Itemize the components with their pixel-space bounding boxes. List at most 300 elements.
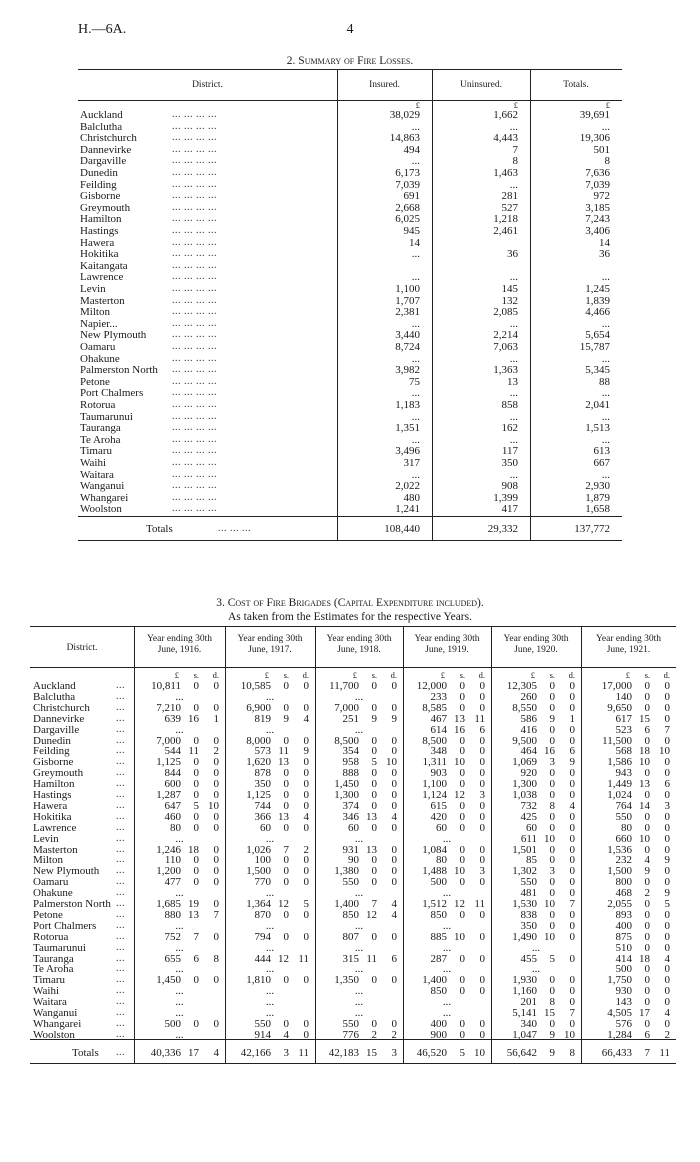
cost-shillings: 0 xyxy=(371,821,377,834)
insured-value: ... xyxy=(411,433,420,446)
value-missing: ... xyxy=(265,996,275,1009)
col-header-year-date: June, 1916. xyxy=(157,645,202,655)
leader-dots: ... ... ... ... xyxy=(172,190,217,202)
total-value: 5,654 xyxy=(585,329,610,342)
cost-pence: 4 xyxy=(391,898,397,910)
district-name: Auckland xyxy=(33,680,76,692)
cost-pounds: 1,125 xyxy=(246,789,271,801)
cost-shillings: 6 xyxy=(193,952,199,965)
cost-pounds: 920 xyxy=(520,767,537,780)
cost-pence: 0 xyxy=(479,843,485,856)
cost-shillings: 0 xyxy=(371,701,377,714)
leader-dots: ... ... ... ... xyxy=(172,306,217,318)
cost-shillings: 0 xyxy=(283,767,289,780)
cost-shillings: 0 xyxy=(371,799,377,812)
cost-pence: 2 xyxy=(391,1028,397,1041)
cost-pounds: 1,400 xyxy=(334,898,359,910)
page-header xyxy=(0,22,700,42)
district-name: Feilding xyxy=(80,178,117,191)
value-missing: ... xyxy=(442,963,452,976)
totals-shillings: 7 xyxy=(644,1046,650,1059)
cost-shillings: 11 xyxy=(188,745,199,758)
cost-shillings: 18 xyxy=(188,843,199,856)
cost-pence: 11 xyxy=(474,898,485,910)
cost-pounds: 1,047 xyxy=(512,1028,537,1041)
cost-pounds: 639 xyxy=(164,712,181,725)
district-name: Te Aroha xyxy=(80,433,121,446)
cost-pounds: 647 xyxy=(164,799,181,812)
leader-dots: ... ... ... ... xyxy=(172,143,217,155)
cost-pence: 0 xyxy=(569,865,575,878)
uninsured-value: ... xyxy=(509,387,518,400)
cost-shillings: 0 xyxy=(459,701,465,714)
cost-pounds: 4,505 xyxy=(607,1007,632,1019)
cost-pounds: 1,350 xyxy=(334,974,359,987)
cost-pounds: 201 xyxy=(520,996,537,1009)
value-missing: ... xyxy=(531,941,541,954)
cost-pence: 0 xyxy=(664,832,670,845)
cost-pence: 0 xyxy=(479,745,485,758)
district-name: Lawrence xyxy=(80,271,124,284)
leader-dots: ... ... ... ... xyxy=(172,294,217,306)
total-value: 8 xyxy=(604,155,610,168)
rule xyxy=(78,516,622,517)
district-name: Waitara xyxy=(33,996,67,1009)
uninsured-value: 162 xyxy=(501,422,518,435)
unit-pound: £ xyxy=(625,670,630,680)
cost-shillings: 0 xyxy=(644,843,650,856)
cost-shillings: 7 xyxy=(193,930,199,943)
cost-pence: 0 xyxy=(569,789,575,801)
cost-pounds: 1,620 xyxy=(246,756,271,769)
cost-pounds: 1,530 xyxy=(512,898,537,910)
cost-shillings: 0 xyxy=(644,810,650,823)
cost-pence: 0 xyxy=(479,778,485,791)
leader-dots: ... xyxy=(116,821,125,833)
cost-shillings: 7 xyxy=(371,898,377,910)
leader-dots: ... xyxy=(116,919,125,931)
cost-shillings: 3 xyxy=(549,865,555,878)
insured-value: 945 xyxy=(403,225,420,237)
district-name: Dannevirke xyxy=(80,143,132,156)
cost-pence: 0 xyxy=(569,974,575,987)
cost-shillings: 2 xyxy=(644,887,650,900)
col-header-year: Year ending 30th xyxy=(503,634,569,644)
cost-pounds: 1,449 xyxy=(607,778,632,791)
value-missing: ... xyxy=(442,832,452,845)
leader-dots: ... xyxy=(116,767,125,779)
cost-shillings: 8 xyxy=(549,799,555,812)
cost-pence: 0 xyxy=(479,1017,485,1030)
district-name: Dannevirke xyxy=(33,712,85,725)
insured-value: 6,173 xyxy=(395,167,420,179)
cost-shillings: 7 xyxy=(283,843,289,856)
cost-pence: 0 xyxy=(479,756,485,769)
leader-dots: ... xyxy=(116,712,125,724)
cost-pence: 2 xyxy=(213,745,219,758)
cost-shillings: 0 xyxy=(283,701,289,714)
cost-pounds: 17,000 xyxy=(601,680,632,692)
insured-value: 8,724 xyxy=(395,341,420,353)
cost-shillings: 6 xyxy=(644,1028,650,1041)
leader-dots: ... ... ... ... xyxy=(172,399,217,410)
cost-pounds: 60 xyxy=(260,821,271,834)
cost-pence: 9 xyxy=(303,745,309,758)
unit-pence: d. xyxy=(478,670,485,680)
district-name: Auckland xyxy=(80,109,123,121)
value-missing: ... xyxy=(175,690,184,703)
cost-pounds: 893 xyxy=(615,908,632,921)
cost-pence: 0 xyxy=(303,865,309,878)
cost-shillings: 10 xyxy=(639,832,650,845)
cost-pence: 11 xyxy=(298,952,309,965)
rule xyxy=(78,540,622,541)
cost-shillings: 3 xyxy=(549,756,555,769)
cost-shillings: 0 xyxy=(459,690,465,703)
leader-dots: ... xyxy=(116,1017,125,1029)
cost-pounds: 819 xyxy=(254,712,271,725)
cost-shillings: 0 xyxy=(644,789,650,801)
cost-shillings: 0 xyxy=(459,799,465,812)
district-name: Milton xyxy=(33,854,63,867)
value-missing: ... xyxy=(175,941,184,954)
leader-dots: ... ... ... ... xyxy=(172,422,217,434)
cost-pounds: 233 xyxy=(430,690,447,703)
district-name: Napier... xyxy=(80,317,118,330)
cost-pounds: 420 xyxy=(430,810,447,823)
cost-pence: 0 xyxy=(479,930,485,943)
cost-pence: 0 xyxy=(479,810,485,823)
cost-pounds: 1,287 xyxy=(156,789,181,801)
totals-shillings: 3 xyxy=(283,1046,289,1059)
unit-pound: £ xyxy=(513,100,518,110)
totals-insured: 108,440 xyxy=(384,523,420,535)
cost-shillings: 0 xyxy=(193,701,199,714)
cost-shillings: 0 xyxy=(549,789,555,801)
district-name: Oamaru xyxy=(33,876,69,889)
district-name: Milton xyxy=(80,306,110,319)
cost-pounds: 1,685 xyxy=(156,898,181,910)
cost-shillings: 9 xyxy=(549,712,555,725)
cost-pence: 0 xyxy=(569,680,575,692)
cost-shillings: 0 xyxy=(644,680,650,692)
cost-pence: 6 xyxy=(479,723,485,736)
leader-dots: ... ... ... ... xyxy=(172,167,217,178)
cost-pounds: 464 xyxy=(520,745,537,758)
uninsured-value: 858 xyxy=(501,399,518,411)
cost-pounds: 544 xyxy=(164,745,181,758)
cost-pence: 0 xyxy=(664,810,670,823)
cost-shillings: 13 xyxy=(454,712,465,725)
total-value: 613 xyxy=(593,445,610,458)
totals-pounds: 66,433 xyxy=(601,1046,632,1059)
rule xyxy=(30,1063,676,1064)
insured-value: ... xyxy=(411,120,420,133)
cost-shillings: 0 xyxy=(371,1017,377,1030)
cost-pence: 10 xyxy=(386,756,397,769)
insured-value: ... xyxy=(411,155,420,168)
value-missing: ... xyxy=(265,832,275,845)
leader-dots: ... ... ... ... xyxy=(172,271,217,283)
cost-pence: 0 xyxy=(664,690,670,703)
leader-dots: ... ... ... ... xyxy=(172,457,217,468)
cost-pounds: 885 xyxy=(430,930,447,943)
cost-shillings: 16 xyxy=(454,723,465,736)
value-missing: ... xyxy=(175,963,184,976)
cost-shillings: 0 xyxy=(549,778,555,791)
district-name: Ohakune xyxy=(33,887,73,900)
cost-pence: 0 xyxy=(391,1017,397,1030)
cost-pence: 0 xyxy=(664,734,670,747)
totals-pounds: 42,183 xyxy=(328,1046,359,1059)
value-missing: ... xyxy=(265,1007,275,1019)
cost-pence: 0 xyxy=(303,680,309,692)
value-missing: ... xyxy=(265,941,275,954)
cost-shillings: 0 xyxy=(549,854,555,867)
cost-shillings: 0 xyxy=(283,821,289,834)
cost-pence: 0 xyxy=(303,1028,309,1041)
cost-shillings: 0 xyxy=(283,789,289,801)
insured-value: 14,863 xyxy=(389,132,420,145)
cost-pounds: 875 xyxy=(615,930,632,943)
uninsured-value: 1,363 xyxy=(493,364,518,377)
cost-pence: 4 xyxy=(303,810,309,823)
cost-shillings: 16 xyxy=(544,745,555,758)
value-missing: ... xyxy=(175,887,184,900)
cost-shillings: 0 xyxy=(644,821,650,834)
cost-pounds: 914 xyxy=(254,1028,271,1041)
cost-shillings: 0 xyxy=(459,952,465,965)
district-name: Gisborne xyxy=(33,756,74,769)
cost-pounds: 414 xyxy=(615,952,632,965)
cost-pence: 3 xyxy=(664,799,670,812)
cost-shillings: 0 xyxy=(371,974,377,987)
total-value: 36 xyxy=(599,248,610,261)
district-name: Masterton xyxy=(33,843,78,856)
cost-shillings: 9 xyxy=(371,712,377,725)
totals-shillings: 15 xyxy=(366,1046,377,1059)
uninsured-value: ... xyxy=(509,433,518,446)
district-name: Petone xyxy=(80,375,110,388)
district-name: Petone xyxy=(33,908,63,921)
cost-shillings: 0 xyxy=(283,974,289,987)
leader-dots: ... ... ... ... xyxy=(172,201,217,213)
unit-pence: d. xyxy=(212,670,219,680)
cost-pounds: 12,305 xyxy=(506,680,537,692)
col-header-year: Year ending 30th xyxy=(595,634,661,644)
cost-pounds: 1,024 xyxy=(607,789,632,801)
value-missing: ... xyxy=(265,919,275,932)
cost-shillings: 4 xyxy=(644,854,650,867)
district-name: Feilding xyxy=(33,745,70,758)
table2-subtitle: As taken from the Estimates for the respective Years. xyxy=(228,611,472,623)
cost-pounds: 90 xyxy=(348,854,359,867)
cost-shillings: 0 xyxy=(459,1017,465,1030)
unit-pence: d. xyxy=(568,670,575,680)
cost-shillings: 13 xyxy=(188,908,199,921)
cost-pence: 7 xyxy=(213,908,219,921)
uninsured-value: 7,063 xyxy=(493,341,518,353)
cost-pence: 6 xyxy=(391,952,397,965)
cost-shillings: 0 xyxy=(193,789,199,801)
cost-shillings: 10 xyxy=(544,930,555,943)
district-name: Timaru xyxy=(80,445,112,458)
district-name: Gisborne xyxy=(80,190,121,203)
leader-dots: ... ... ... ... xyxy=(172,213,217,225)
cost-pence: 0 xyxy=(569,952,575,965)
cost-shillings: 0 xyxy=(283,799,289,812)
cost-pounds: 8,500 xyxy=(334,734,359,747)
totals-pence: 3 xyxy=(391,1046,397,1059)
cost-shillings: 18 xyxy=(639,745,650,758)
cost-shillings: 0 xyxy=(549,919,555,932)
district-name: Levin xyxy=(80,283,106,295)
uninsured-value: ... xyxy=(509,468,518,481)
cost-pence: 0 xyxy=(479,821,485,834)
leader-dots: ... ... ... ... xyxy=(172,155,217,167)
cost-pence: 10 xyxy=(564,1028,575,1041)
totals-pounds: 46,520 xyxy=(416,1046,447,1059)
cost-pounds: 7,000 xyxy=(156,734,181,747)
cost-shillings: 0 xyxy=(371,767,377,780)
cost-pounds: 752 xyxy=(164,930,181,943)
cost-pence: 0 xyxy=(391,854,397,867)
uninsured-value: ... xyxy=(509,410,518,423)
cost-pounds: 80 xyxy=(170,821,181,834)
cost-pence: 0 xyxy=(664,974,670,987)
cost-shillings: 0 xyxy=(371,778,377,791)
value-missing: ... xyxy=(175,1028,184,1041)
cost-pence: 0 xyxy=(391,930,397,943)
cost-pence: 9 xyxy=(391,712,397,725)
district-name: Waihi xyxy=(33,985,59,998)
cost-shillings: 0 xyxy=(371,865,377,878)
value-missing: ... xyxy=(442,887,452,900)
total-value: 972 xyxy=(593,190,610,203)
unit-pound: £ xyxy=(605,100,610,110)
leader-dots: ... ... ... ... xyxy=(172,352,217,364)
cost-pence: 7 xyxy=(664,723,670,736)
cost-pence: 0 xyxy=(664,865,670,878)
totals-pence: 10 xyxy=(474,1046,485,1059)
cost-shillings: 0 xyxy=(283,876,289,889)
cost-pence: 0 xyxy=(569,767,575,780)
cost-pence: 0 xyxy=(213,854,219,867)
cost-pounds: 9,650 xyxy=(607,701,632,714)
cost-shillings: 0 xyxy=(193,1017,199,1030)
rule xyxy=(78,69,622,70)
leader-dots: ... xyxy=(116,843,125,855)
district-name: Hokitika xyxy=(80,248,119,261)
leader-dots: ... xyxy=(116,690,125,702)
cost-pence: 0 xyxy=(479,876,485,889)
insured-value: 1,707 xyxy=(395,294,420,307)
uninsured-value: 4,443 xyxy=(493,132,518,145)
leader-dots: ... xyxy=(116,930,125,942)
uninsured-value: 527 xyxy=(501,201,518,214)
cost-shillings: 10 xyxy=(544,832,555,845)
cost-shillings: 0 xyxy=(644,734,650,747)
cost-pence: 0 xyxy=(303,701,309,714)
totals-totals: 137,772 xyxy=(574,523,610,535)
cost-pence: 4 xyxy=(391,810,397,823)
cost-shillings: 0 xyxy=(549,908,555,921)
cost-pence: 0 xyxy=(303,854,309,867)
cost-pounds: 903 xyxy=(430,767,447,780)
uninsured-value: 145 xyxy=(501,283,518,295)
cost-pence: 0 xyxy=(569,701,575,714)
cost-shillings: 0 xyxy=(459,778,465,791)
cost-pounds: 1,380 xyxy=(334,865,359,878)
cost-pence: 0 xyxy=(479,974,485,987)
leader-dots: ... ... ... ... xyxy=(172,491,217,503)
total-value: ... xyxy=(601,120,610,133)
leader-dots: ... xyxy=(116,974,125,986)
leader-dots: ... xyxy=(116,680,125,691)
cost-shillings: 11 xyxy=(278,745,289,758)
insured-value: 3,982 xyxy=(395,364,420,377)
leader-dots: ... ... ... ... xyxy=(172,283,217,294)
cost-pence: 11 xyxy=(474,712,485,725)
cost-pence: 6 xyxy=(664,778,670,791)
cost-shillings: 0 xyxy=(644,767,650,780)
cost-pence: 7 xyxy=(569,1007,575,1019)
cost-pounds: 100 xyxy=(254,854,271,867)
cost-pence: 0 xyxy=(569,908,575,921)
cost-pounds: 878 xyxy=(254,767,271,780)
cost-shillings: 0 xyxy=(644,996,650,1009)
cost-pounds: 615 xyxy=(430,799,447,812)
cost-pence: 0 xyxy=(664,963,670,976)
cost-pounds: 586 xyxy=(520,712,537,725)
cost-pence: 0 xyxy=(213,876,219,889)
col-header-year-date: June, 1918. xyxy=(337,645,381,655)
district-name: Wanganui xyxy=(80,480,125,493)
value-missing: ... xyxy=(354,832,364,845)
cost-pounds: 110 xyxy=(164,854,181,867)
cost-pounds: 500 xyxy=(164,1017,181,1030)
cost-shillings: 9 xyxy=(283,712,289,725)
cost-pence: 0 xyxy=(213,680,219,692)
leader-dots: ... xyxy=(116,952,125,964)
col-header-year: Year ending 30th xyxy=(146,634,212,644)
cost-pounds: 468 xyxy=(615,887,632,900)
cost-shillings: 8 xyxy=(549,996,555,1009)
leader-dots: ... ... ... ... xyxy=(172,329,217,341)
cost-shillings: 0 xyxy=(644,701,650,714)
insured-value: 38,029 xyxy=(389,109,420,121)
cost-pounds: 1,038 xyxy=(512,789,537,801)
cost-pounds: 400 xyxy=(430,1017,447,1030)
cost-pounds: 251 xyxy=(342,712,359,725)
cost-shillings: 10 xyxy=(454,756,465,769)
uninsured-value: ... xyxy=(509,352,518,365)
uninsured-value: 36 xyxy=(507,248,518,261)
leader-dots: ... ... ... ... xyxy=(172,225,217,236)
cost-pounds: 287 xyxy=(430,952,447,965)
leader-dots: ... ... ... ... xyxy=(172,375,217,387)
value-missing: ... xyxy=(354,941,364,954)
leader-dots: ... ... ... ... xyxy=(172,236,217,248)
leader-dots: ... xyxy=(116,1046,125,1058)
cost-pence: 0 xyxy=(664,1017,670,1030)
totals-shillings: 17 xyxy=(188,1046,199,1059)
cost-pounds: 1,500 xyxy=(607,865,632,878)
cost-pounds: 6,900 xyxy=(246,701,271,714)
totals-pounds: 56,642 xyxy=(506,1046,537,1059)
district-name: Rotorua xyxy=(80,399,116,411)
district-name: Rotorua xyxy=(33,930,69,943)
